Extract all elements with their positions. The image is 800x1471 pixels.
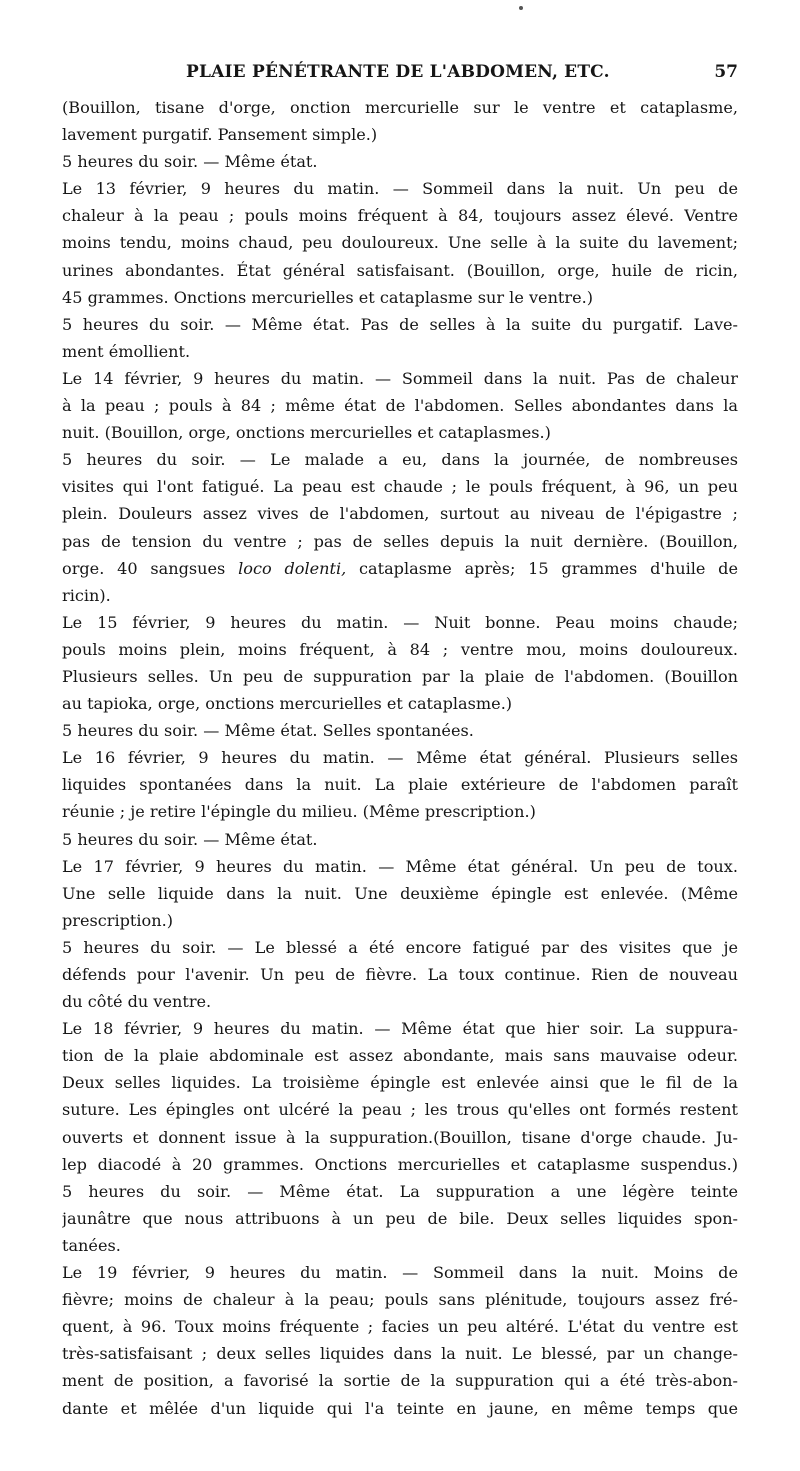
text-line <box>62 365 738 392</box>
text-line <box>62 528 738 555</box>
text-line-content: ricin). <box>62 585 111 605</box>
text-line-content: jaunâtre que nous attribuons à un peu de bile. Deux selles liquides spon- <box>62 1208 738 1228</box>
text-line-content: Le 18 février, 9 heures du matin. — Même état que hier soir. La suppura- <box>62 1019 738 1039</box>
text-line <box>62 1178 738 1205</box>
text-line-content: lavement purgatif. Pansement simple.) <box>62 125 378 145</box>
text-line <box>62 446 738 473</box>
ink-speck <box>519 6 523 10</box>
text-line-content: 5 heures du soir. — Même état. Pas de selles à la suite du purgatif. Lave- <box>62 314 738 334</box>
text-line <box>62 311 738 338</box>
text-line <box>62 853 738 880</box>
text-line-content: nuit. (Bouillon, orge, onctions mercurielles et cataplasmes.) <box>62 423 551 443</box>
italic-phrase: loco dolenti, <box>238 558 347 578</box>
text-line <box>62 636 738 663</box>
text-line <box>62 826 738 853</box>
text-line-content: Le 14 février, 9 heures du matin. — Sommeil dans la nuit. Pas de chaleur <box>62 368 738 388</box>
page-number: 57 <box>714 62 738 82</box>
text-line-content: défends pour l'avenir. Un peu de fièvre. La toux continue. Rien de nouveau <box>62 965 738 984</box>
text-line-content: Deux selles liquides. La troisième épingle est enlevée ainsi que le fil de la <box>62 1073 738 1093</box>
text-line-content: dante et mêlée d'un liquide qui l'a teinte en jaune, en même temps que <box>62 1398 738 1418</box>
text-line <box>62 121 738 148</box>
text-line-content: Le 16 février, 9 heures du matin. — Même état général. Plusieurs selles <box>62 748 738 768</box>
text-line <box>62 934 738 961</box>
text-line-content: du côté du ventre. <box>62 992 212 1012</box>
text-line <box>62 1340 738 1367</box>
text-line <box>62 1205 738 1232</box>
text-line <box>62 988 738 1015</box>
text-line <box>62 148 738 175</box>
text-line-content: 45 grammes. Onctions mercurielles et cataplasme sur le ventre.) <box>62 287 594 307</box>
text-line <box>62 1395 738 1422</box>
text-line <box>62 257 738 284</box>
text-line-content: Le 17 février, 9 heures du matin. — Même état général. Un peu de toux. <box>62 856 738 876</box>
text-line-content: ment émollient. <box>62 341 191 361</box>
text-line-content: 5 heures du soir. — Le malade a eu, dans la journée, de nombreuses <box>62 450 738 470</box>
text-line-content: réunie ; je retire l'épingle du milieu. (Même prescription.) <box>62 802 536 822</box>
text-line <box>62 582 738 609</box>
text-line-content: 5 heures du soir. — Même état. Selles spontanées. <box>62 721 474 741</box>
text-line <box>62 961 738 988</box>
text-line-content: moins tendu, moins chaud, peu douloureux. Une selle à la suite du lavement; <box>62 233 738 253</box>
text-line-content: Une selle liquide dans la nuit. Une deuxième épingle est enlevée. (Même <box>62 883 738 903</box>
text-line <box>62 880 738 907</box>
text-line-content: 5 heures du soir. — Même état. <box>62 152 318 172</box>
text-line-content: orge. 40 sangsues <box>62 558 226 578</box>
running-head: PLAIE PÉNÉTRANTE DE L'ABDOMEN, ETC. <box>186 62 610 82</box>
text-line <box>62 1015 738 1042</box>
text-line <box>62 717 738 744</box>
text-line-content: à la peau ; pouls à 84 ; même état de l'abdomen. Selles abondantes dans la <box>62 396 738 416</box>
text-line <box>62 1042 738 1069</box>
text-line <box>62 284 738 311</box>
text-line-content: quent, à 96. Toux moins fréquente ; facies un peu altéré. L'état du ventre est <box>62 1317 738 1337</box>
text-line-content: suture. Les épingles ont ulcéré la peau ; les trous qu'elles ont formés restent <box>62 1100 738 1120</box>
text-line-content: Le 19 février, 9 heures du matin. — Sommeil dans la nuit. Moins de <box>62 1263 738 1283</box>
text-line <box>62 1151 738 1178</box>
text-line <box>62 771 738 798</box>
text-line-content: Le 15 février, 9 heures du matin. — Nuit bonne. Peau moins chaude; <box>62 612 738 632</box>
text-line-content: urines abondantes. État général satisfaisant. (Bouillon, orge, huile de ricin, <box>62 260 738 280</box>
text-line-content: pouls moins plein, moins fréquent, à 84 ; ventre mou, moins douloureux. <box>62 639 738 659</box>
text-line <box>62 907 738 934</box>
text-line <box>62 202 738 229</box>
text-line-content: tion de la plaie abdominale est assez abondante, mais sans mauvaise odeur. <box>62 1046 738 1066</box>
text-line-content: visites qui l'ont fatigué. La peau est chaude ; le pouls fréquent, à 96, un peu <box>62 477 738 497</box>
text-line <box>62 500 738 527</box>
text-line <box>62 175 738 202</box>
body-text <box>62 94 738 1422</box>
text-line <box>62 1232 738 1259</box>
text-line-content: 5 heures du soir. — Même état. La suppuration a une légère teinte <box>62 1181 738 1201</box>
text-line <box>62 1286 738 1313</box>
text-line <box>62 94 738 121</box>
text-line-content: très-satisfaisant ; deux selles liquides dans la nuit. Le blessé, par un change- <box>62 1344 738 1364</box>
text-line-content: pas de tension du ventre ; pas de selles depuis la nuit dernière. (Bouillon, <box>62 531 738 551</box>
text-line <box>62 1069 738 1096</box>
text-line <box>62 663 738 690</box>
text-line-content: au tapioka, orge, onctions mercurielles et cataplasme.) <box>62 694 513 714</box>
text-line-continuation: cataplasme après; 15 grammes d'huile de <box>359 558 738 578</box>
text-line-content: Le 13 février, 9 heures du matin. — Sommeil dans la nuit. Un peu de <box>62 179 738 199</box>
text-line <box>62 1367 738 1394</box>
text-line-content: (Bouillon, tisane d'orge, onction mercurielle sur le ventre et cataplasme, <box>62 98 738 117</box>
text-line <box>62 1124 738 1151</box>
text-line <box>62 609 738 636</box>
text-line-content: liquides spontanées dans la nuit. La plaie extérieure de l'abdomen paraît <box>62 775 738 795</box>
text-line <box>62 555 738 582</box>
text-line-content: ment de position, a favorisé la sortie de la suppuration qui a été très-abon- <box>62 1371 738 1391</box>
text-line-content: Plusieurs selles. Un peu de suppuration par la plaie de l'abdomen. (Bouillon <box>62 666 738 686</box>
page-header <box>186 62 738 90</box>
text-line <box>62 744 738 771</box>
text-line-content: plein. Douleurs assez vives de l'abdomen, surtout au niveau de l'épigastre ; <box>62 504 738 524</box>
text-line <box>62 338 738 365</box>
text-line <box>62 798 738 825</box>
text-line-content: 5 heures du soir. — Le blessé a été encore fatigué par des visites que je <box>62 937 738 957</box>
text-line-content: chaleur à la peau ; pouls moins fréquent à 84, toujours assez élevé. Ventre <box>62 206 738 226</box>
text-line-content: fièvre; moins de chaleur à la peau; pouls sans plénitude, toujours assez fré- <box>62 1290 738 1310</box>
text-line-content: lep diacodé à 20 grammes. Onctions mercurielles et cataplasme suspendus.) <box>62 1154 738 1174</box>
text-line-content: prescription.) <box>62 910 173 930</box>
text-line <box>62 392 738 419</box>
text-line <box>62 690 738 717</box>
text-line <box>62 473 738 500</box>
text-line <box>62 1259 738 1286</box>
text-line-content: ouverts et donnent issue à la suppuration.(Bouillon, tisane d'orge chaude. Ju- <box>62 1127 738 1147</box>
text-line <box>62 229 738 256</box>
text-line-content: 5 heures du soir. — Même état. <box>62 829 318 849</box>
text-line <box>62 1096 738 1123</box>
text-line-content: tanées. <box>62 1235 121 1255</box>
text-line <box>62 419 738 446</box>
text-line <box>62 1313 738 1340</box>
